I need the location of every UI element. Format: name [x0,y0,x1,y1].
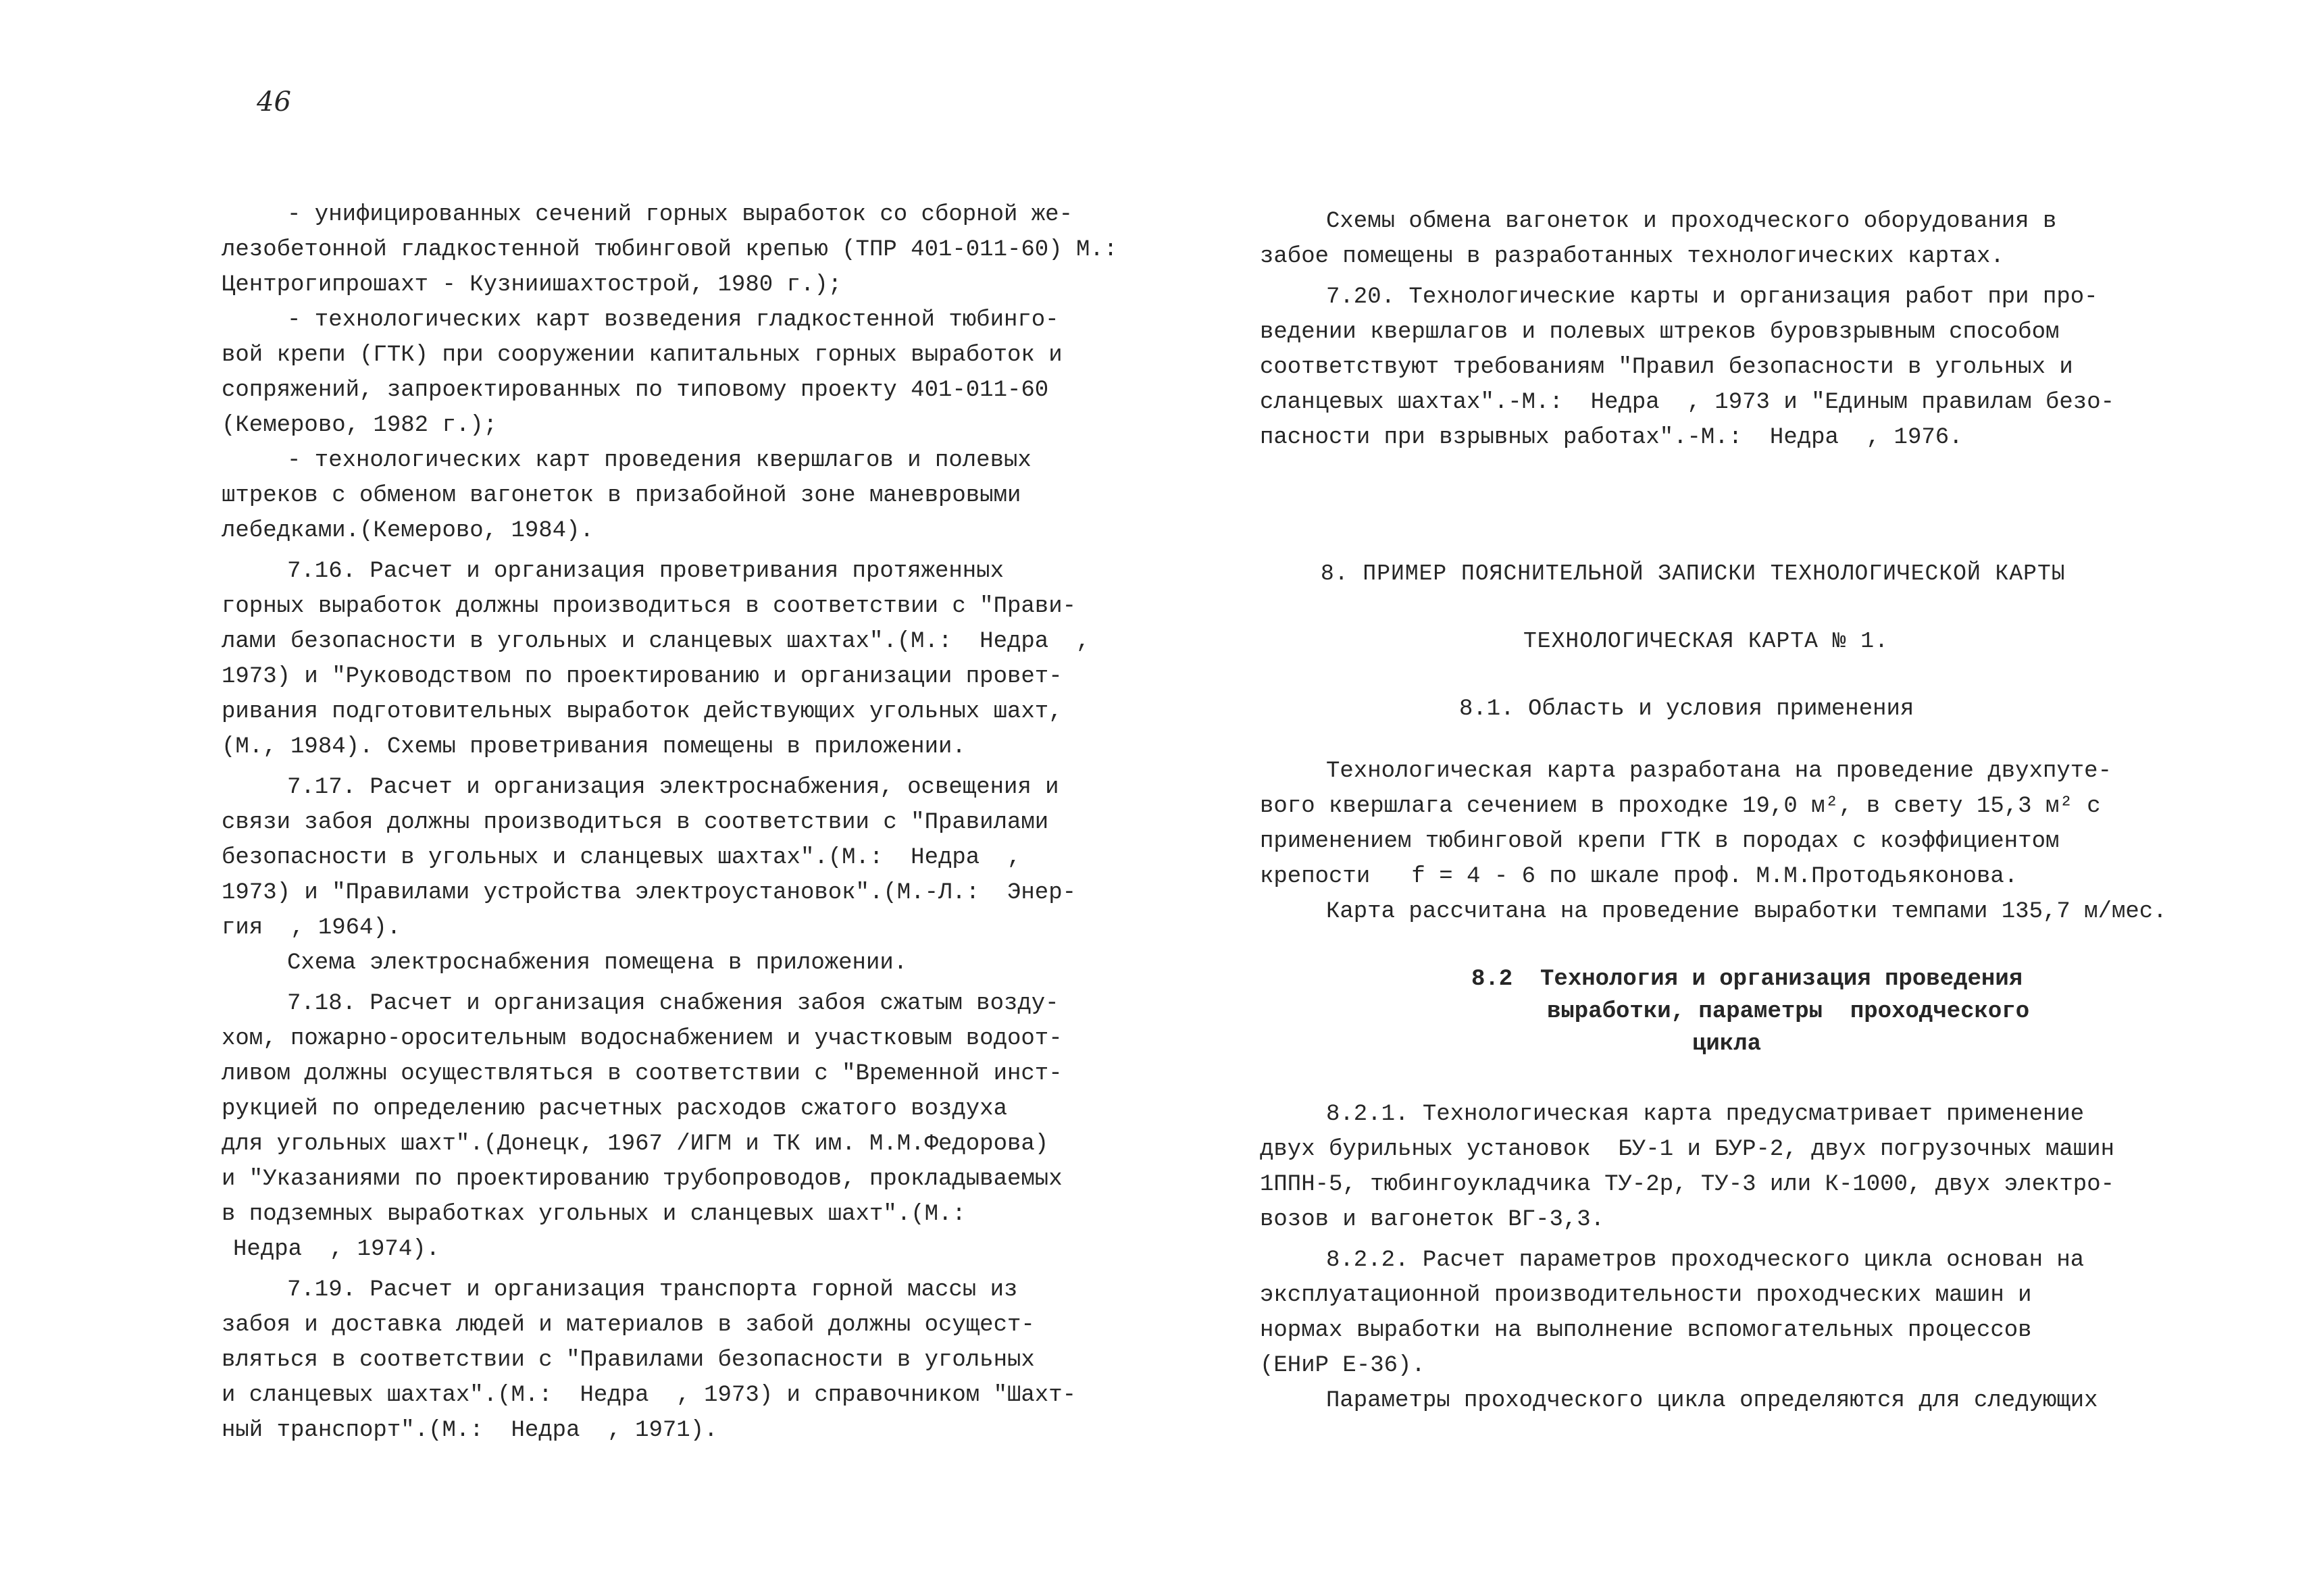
text-line: Схемы обмена вагонеток и проходческого оборудования в [1326,209,2057,234]
text-line: Схема электроснабжения помещена в приложении. [287,950,908,976]
text-line: сланцевых шахтах".-М.: Недра , 1973 и "Единым правилам безо- [1260,390,2115,415]
text-line: крепости f = 4 - 6 по шкале проф. М.М.Протодьяконова. [1260,864,2018,890]
text-line: - технологических карт возведения гладкостенной тюбинго- [287,307,1059,333]
text-line: лами безопасности в угольных и сланцевых шахтах".(М.: Недра , [222,629,1090,654]
text-line: для угольных шахт".(Донецк, 1967 /ИГМ и ТК им. М.М.Федорова) [222,1131,1049,1157]
text-line: и "Указаниями по проектированию трубопроводов, прокладываемых [222,1166,1063,1192]
text-line: гия , 1964). [222,915,401,941]
text-line: штреков с обменом вагонеток в призабойной зоне маневровыми [222,483,1021,509]
page-number: 46 [257,86,291,118]
text-line: возов и вагонеток ВГ-3,3. [1260,1207,1605,1233]
text-line: вляться в соответствии с "Правилами безопасности в угольных [222,1347,1035,1373]
text-line: 1973) и "Руководством по проектированию и организации провет- [222,664,1063,690]
text-line: забое помещены в разработанных технологических картах. [1260,244,2004,269]
text-line: в подземных выработках угольных и сланцевых шахт".(М.: [222,1202,966,1227]
text-line: Параметры проходческого цикла определяются для следующих [1326,1388,2098,1414]
map-title: ТЕХНОЛОГИЧЕСКАЯ КАРТА № 1. [1523,629,1889,654]
text-line: (ЕНиР Е-36). [1260,1353,1425,1379]
text-line: 1ППН-5, тюбингоукладчика ТУ-2р, ТУ-3 или К-1000, двух электро- [1260,1172,2115,1198]
text-line: 7.16. Расчет и организация проветривания протяженных [287,559,1004,584]
text-line: и сланцевых шахтах".(М.: Недра , 1973) и справочником "Шахт- [222,1383,1077,1408]
section-title: 8. ПРИМЕР ПОЯСНИТЕЛЬНОЙ ЗАПИСКИ ТЕХНОЛОГИЧЕСКОЙ КАРТЫ [1321,561,2066,586]
text-line: Карта рассчитана на проведение выработки темпами 135,7 м/мес. [1326,899,2167,925]
text-line: лебедками.(Кемерово, 1984). [222,518,594,544]
text-line: сопряжений, запроектированных по типовому проекту 401-011-60 [222,378,1049,403]
text-line: ный транспорт".(М.: Недра , 1971). [222,1418,718,1443]
text-line: 8.2.2. Расчет параметров проходческого цикла основан на [1326,1247,2085,1273]
text-line: вой крепи (ГТК) при сооружении капитальных горных выработок и [222,342,1063,368]
text-line: 7.18. Расчет и организация снабжения забоя сжатым возду- [287,991,1059,1016]
text-line: (Кемерово, 1982 г.); [222,413,498,438]
text-line: Недра , 1974). [233,1237,440,1262]
text-line: двух бурильных установок БУ-1 и БУР-2, двух погрузочных машин [1260,1137,2115,1162]
text-line: ливом должны осуществляться в соответствии с "Временной инст- [222,1061,1063,1087]
text-line: вого квершлага сечением в проходке 19,0 м², в свету 15,3 м² с [1260,794,2101,819]
text-line: Центрогипрошахт - Кузниишахтострой, 1980 г.); [222,272,842,298]
subsection-title: выработки, параметры проходческого [1547,999,2030,1025]
text-line: безопасности в угольных и сланцевых шахтах".(М.: Недра , [222,845,1021,871]
text-line: Технологическая карта разработана на проведение двухпуте- [1326,758,2112,784]
text-line: ведении квершлагов и полевых штреков буровзрывным способом [1260,319,2060,345]
text-line: 7.19. Расчет и организация транспорта горной массы из [287,1277,1018,1303]
text-line: 8.2.1. Технологическая карта предусматривает применение [1326,1102,2085,1127]
text-line: горных выработок должны производиться в соответствии с "Прави- [222,594,1077,619]
text-line: забоя и доставка людей и материалов в забой должны осущест- [222,1312,1035,1338]
text-line: лезобетонной гладкостенной тюбинговой крепью (ТПР 401-011-60) М.: [222,237,1118,263]
text-line: ривания подготовительных выработок действующих угольных шахт, [222,699,1063,725]
text-line: связи забоя должны производиться в соответствии с "Правилами [222,810,1049,835]
text-line: - унифицированных сечений горных выработок со сборной же- [287,202,1073,228]
text-line: хом, пожарно-оросительным водоснабжением и участковым водоот- [222,1026,1063,1052]
text-line: соответствуют требованиям "Правил безопасности в угольных и [1260,355,2073,380]
subsection-title: 8.2 Технология и организация проведения [1471,967,2023,992]
subsection-title: цикла [1692,1031,1762,1057]
text-line: эксплуатационной производительности проходческих машин и [1260,1283,2032,1308]
text-line: 1973) и "Правилами устройства электроустановок".(М.-Л.: Энер- [222,880,1077,906]
text-line: пасности при взрывных работах".-М.: Недра , 1976. [1260,425,1963,451]
text-line: - технологических карт проведения квершлагов и полевых [287,448,1032,473]
text-line: 7.20. Технологические карты и организация работ при про- [1326,284,2098,310]
text-line: 7.17. Расчет и организация электроснабжения, освещения и [287,775,1059,800]
subsection-title: 8.1. Область и условия применения [1459,696,1914,722]
text-line: (М., 1984). Схемы проветривания помещены в приложении. [222,734,966,760]
text-line: рукцией по определению расчетных расходов сжатого воздуха [222,1096,1007,1122]
text-line: применением тюбинговой крепи ГТК в породах с коэффициентом [1260,829,2060,854]
text-line: нормах выработки на выполнение вспомогательных процессов [1260,1318,2032,1343]
